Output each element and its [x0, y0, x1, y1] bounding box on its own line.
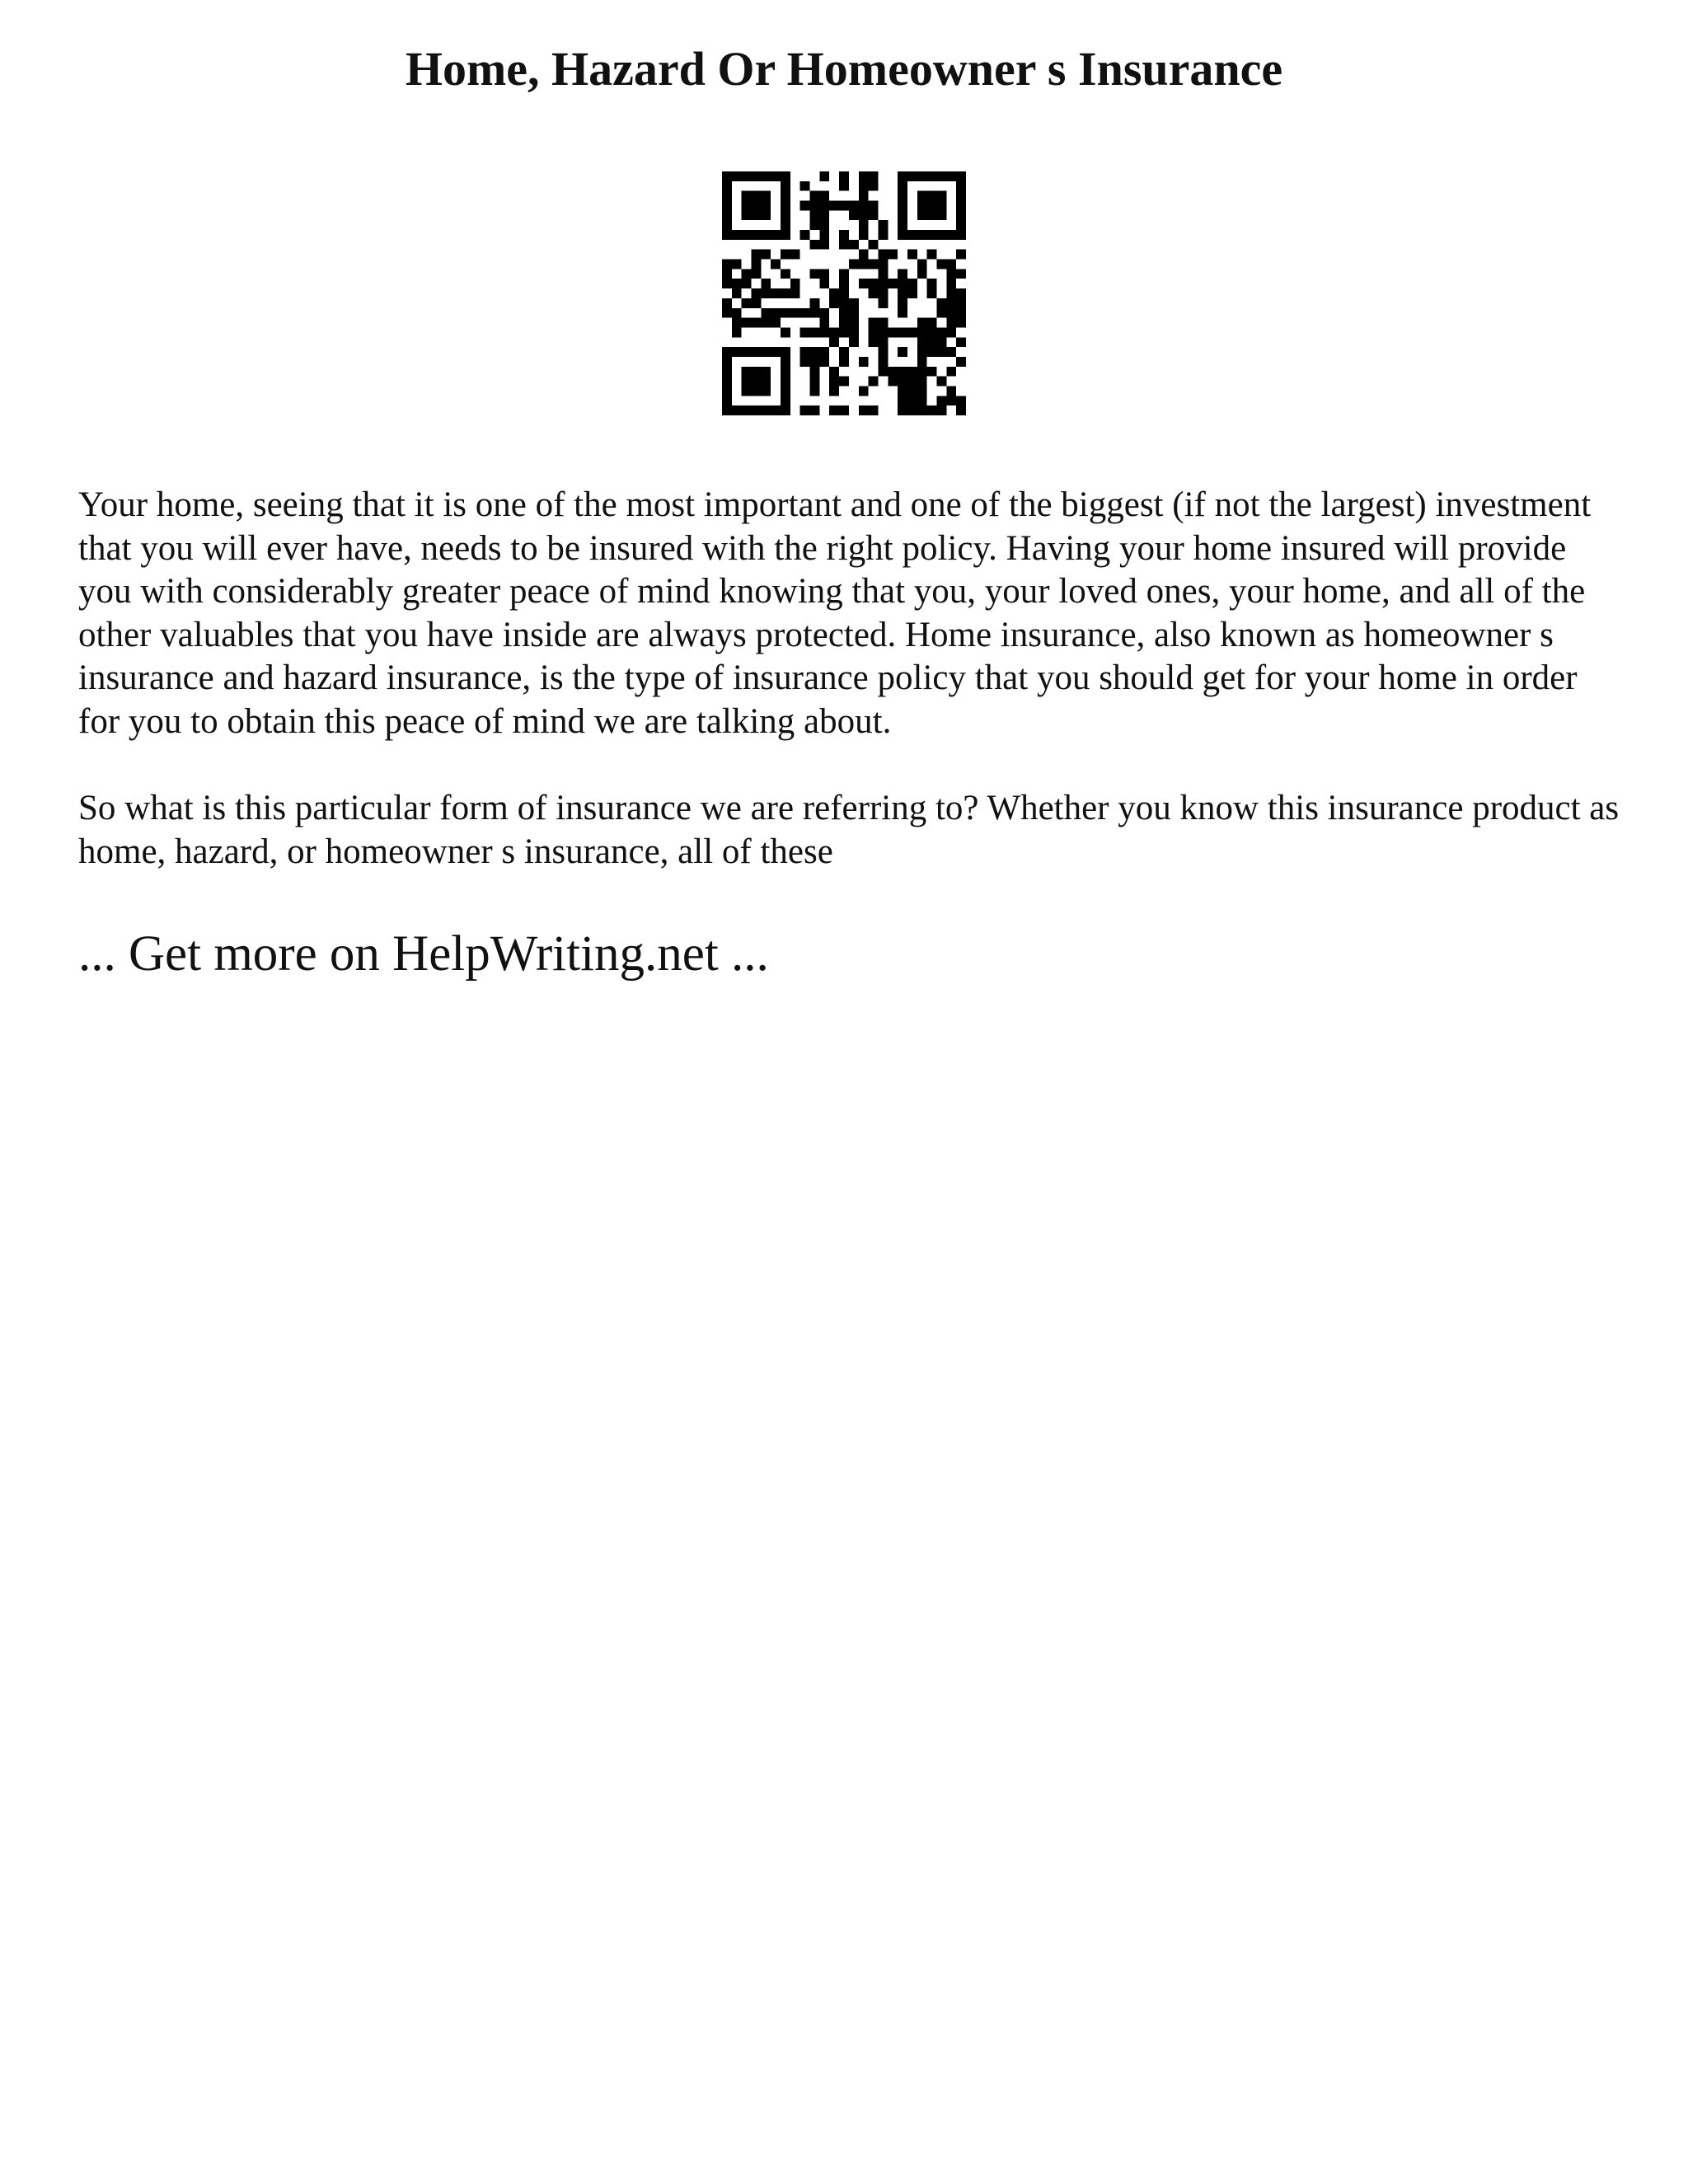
body-paragraph-2: So what is this particular form of insurance we are referring to? Whether you know this insurance product as home, hazard, or homeowner s insurance, all of these: [78, 789, 1620, 871]
qr-code-icon: [722, 171, 966, 415]
body-paragraph-1: Your home, seeing that it is one of the most important and one of the biggest (if not the largest) investment that you will ever have, needs to be insured with the right policy. Having your home insured will provide you with considerably greater peace of mind knowing that you, your loved ones, your home, and all of the other valuables that you have inside are always protected. Home insurance, also known as homeowner s insurance and hazard insurance, is the type of insurance policy that you should get for your home in order for you to obtain this peace of mind we are talking about.: [78, 485, 1592, 741]
get-more-link[interactable]: ... Get more on HelpWriting.net ...: [78, 926, 769, 982]
page-title: Home, Hazard Or Homeowner s Insurance: [405, 42, 1283, 96]
